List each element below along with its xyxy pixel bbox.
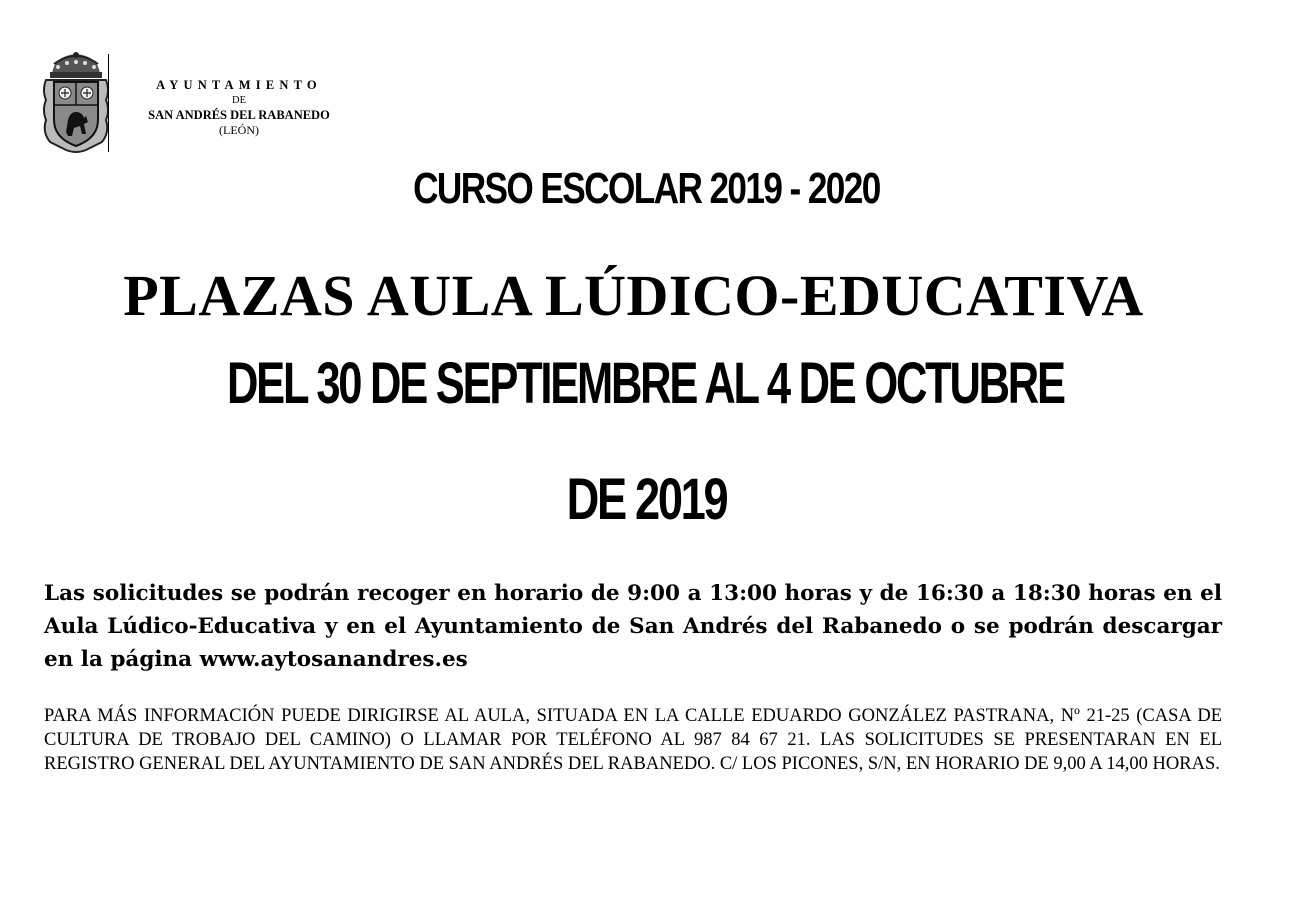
municipality-province: (LEÓN) [219, 123, 259, 137]
municipality-title: AYUNTAMIENTO [156, 78, 322, 92]
course-heading: CURSO ESCOLAR 2019 - 2020 [413, 164, 880, 213]
application-info-paragraph: Las solicitudes se podrán recoger en horario de 9:00 a 13:00 horas y de 16:30 a 18:30 horas en el Aula Lúdico-Educativa y en el Ayuntamiento de San Andrés del Rabanedo o se podrán descargar en la página www.aytosanandres.es [44, 581, 1222, 672]
year-heading: DE 2019 [566, 467, 727, 532]
coat-of-arms-icon [40, 50, 112, 154]
contact-info-paragraph: PARA MÁS INFORMACIÓN PUEDE DIRIGIRSE AL AULA, SITUADA EN LA CALLE EDUARDO GONZÁLEZ PASTRANA, Nº 21-25 (CASA DE CULTURA DE TROBAJO DEL CAMINO) O LLAMAR POR TELÉFONO AL 987 84 67 21. LAS SOLICITUDES SE PRESENTARAN EN EL REGISTRO GENERAL DEL AYUNTAMIENTO DE SAN ANDRÉS DEL RABANEDO. C/ LOS PICONES, S/N, EN HORARIO DE 9,00 A 14,00 HORAS. [44, 706, 1222, 774]
dates-heading: DEL 30 DE SEPTIEMBRE AL 4 DE OCTUBRE [227, 351, 1064, 416]
letterhead-divider [108, 54, 109, 152]
letterhead [40, 50, 360, 154]
municipality-block [124, 78, 354, 138]
plazas-heading: PLAZAS AULA LÚDICO-EDUCATIVA [123, 263, 1144, 328]
municipality-name: SAN ANDRÉS DEL RABANEDO [148, 108, 330, 122]
municipality-de: DE [232, 95, 246, 106]
